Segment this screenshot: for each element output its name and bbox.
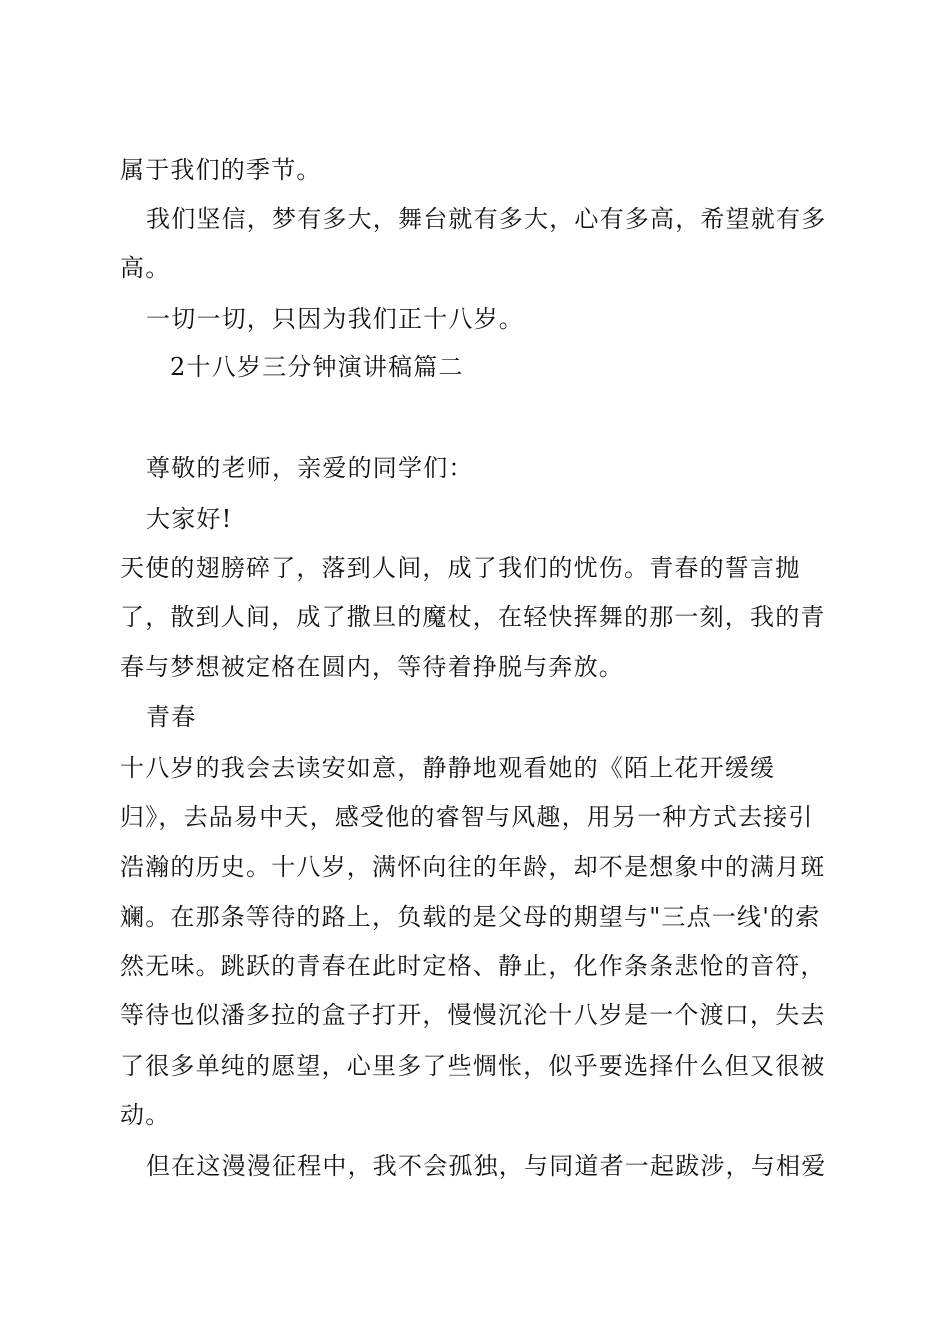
paragraph-line: 青春 [146, 703, 197, 731]
paragraph-line: 天使的翅膀碎了，落到人间，成了我们的忧伤。青春的誓言抛 [120, 554, 801, 582]
paragraph-line: 春与梦想被定格在圆内，等待着挣脱与奔放。 [120, 653, 624, 681]
paragraph-line: 斓。在那条等待的路上，负载的是父母的期望与"三点一线'的索 [120, 903, 821, 931]
paragraph-line: 一切一切，只因为我们正十八岁。 [146, 305, 524, 333]
paragraph-line: 了很多单纯的愿望，心里多了些惆怅，似乎要选择什么但又很被 [120, 1052, 826, 1080]
paragraph-line: 等待也似潘多拉的盒子打开，慢慢沉沦十八岁是一个渡口，失去 [120, 1001, 826, 1029]
paragraph-line: 了，散到人间，成了撒旦的魔杖，在轻快挥舞的那一刻，我的青 [120, 603, 826, 631]
paragraph-line: 高。 [120, 254, 171, 282]
paragraph-line: 我们坚信，梦有多大，舞台就有多大，心有多高，希望就有多 [146, 205, 827, 233]
salutation-line: 尊敬的老师，亲爱的同学们： [146, 454, 474, 482]
paragraph-line: 然无味。跳跃的青春在此时定格、静止，化作条条悲怆的音符， [120, 952, 826, 980]
paragraph-line: 但在这漫漫征程中，我不会孤独，与同道者一起跋涉，与相爱 [146, 1152, 827, 1180]
paragraph-line: 归》，去品易中天，感受他的睿智与风趣，用另一种方式去接引 [120, 803, 814, 831]
paragraph-line: 属于我们的季节。 [120, 156, 322, 184]
greeting-line: 大家好! [146, 505, 233, 533]
paragraph-line: 浩瀚的历史。十八岁，满怀向往的年龄，却不是想象中的满月斑 [120, 853, 826, 881]
paragraph-line: 动。 [120, 1101, 171, 1129]
section-heading: 2十八岁三分钟演讲稿篇二 [170, 353, 464, 381]
paragraph-line: 十八岁的我会去读安如意，静静地观看她的《陌上花开缓缓 [120, 754, 776, 782]
